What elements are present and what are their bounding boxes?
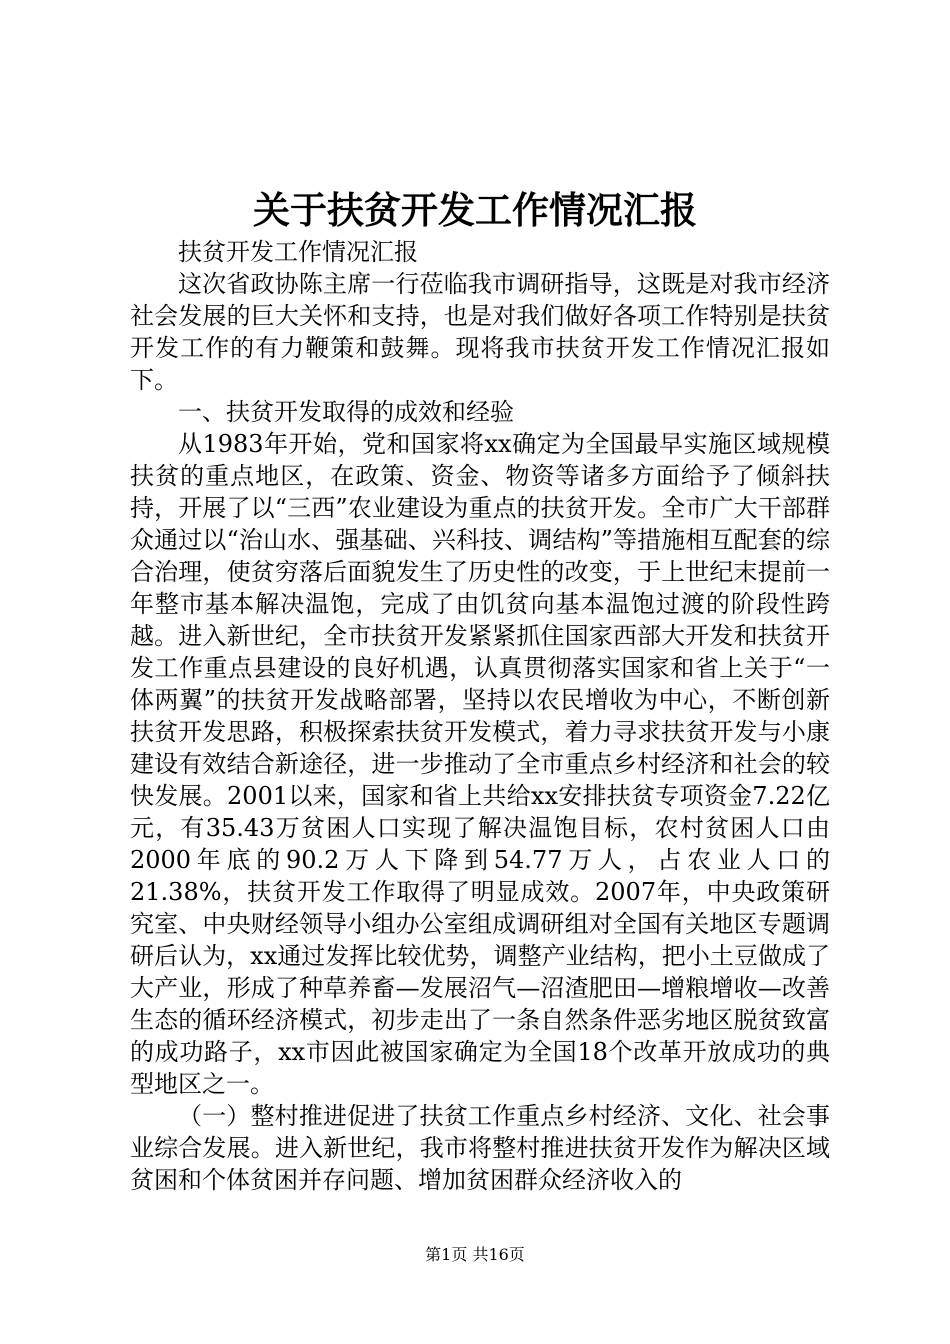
page-number-footer: 第1页 共16页 bbox=[425, 1245, 525, 1264]
paragraph-achievements: 从1983年开始，党和国家将xx确定为全国最早实施区域规模扶贫的重点地区，在政策、资金、物资等诸多方面给予了倾斜扶持，开展了以“三西”农业建设为重点的扶贫开发。全市广大干部群众通过以“治山水、强基础、兴科技、调结构”等措施相互配套的综合治理，使贫穷落后面貌发生了历史性的改变，于上世纪末提前一年整市基本解决温饱，完成了由饥贫向基本温饱过渡的阶段性跨越。进入新世纪，全市扶贫开发紧紧抓住国家西部大开发和扶贫开发工作重点县建设的良好机遇，认真贯彻落实国家和省上关于“一体两翼”的扶贫开发战略部署，坚持以农民增收为中心，不断创新扶贫开发思路，积极探索扶贫开发模式，着力寻求扶贫开发与小康建设有效结合新途径，进一步推动了全市重点乡村经济和社会的较快发展。2001以来，国家和省上共给xx安排扶贫专项资金7.22亿元，有35.43万贫困人口实现了解决温饱目标，农村贫困人口由2000年底的90.2万人下降到54.77万人，占农业人口的21.38%，扶贫开发工作取得了明显成效。2007年，中央政策研究室、中央财经领导小组办公室组成调研组对全国有关地区专题调研后认为，xx通过发挥比较优势，调整产业结构，把小土豆做成了大产业，形成了种草养畜—发展沼气—沼渣肥田—增粮增收—改善生态的循环经济模式，初步走出了一条自然条件恶劣地区脱贫致富的成功路子，xx市因此被国家确定为全国18个改革开放成功的典型地区之一。 bbox=[130, 430, 830, 1098]
paragraph-subsection-1: （一）整村推进促进了扶贫工作重点乡村经济、文化、社会事业综合发展。进入新世纪，我市将整村推进扶贫开发作为解决区域贫困和个体贫困并存问题、增加贫困群众经济收入的 bbox=[130, 1102, 830, 1194]
paragraph-intro: 这次省政协陈主席一行莅临我市调研指导，这既是对我市经济社会发展的巨大关怀和支持，也是对我们做好各项工作特别是扶贫开发工作的有力鞭策和鼓舞。现将我市扶贫开发工作情况汇报如下。 bbox=[130, 270, 830, 394]
paragraph-heading: 扶贫开发工作情况汇报 bbox=[178, 238, 418, 266]
document-body bbox=[130, 236, 830, 1196]
section-heading-1: 一、扶贫开发取得的成效和经验 bbox=[178, 398, 514, 426]
document-title: 关于扶贫开发工作情况汇报 bbox=[253, 188, 697, 232]
